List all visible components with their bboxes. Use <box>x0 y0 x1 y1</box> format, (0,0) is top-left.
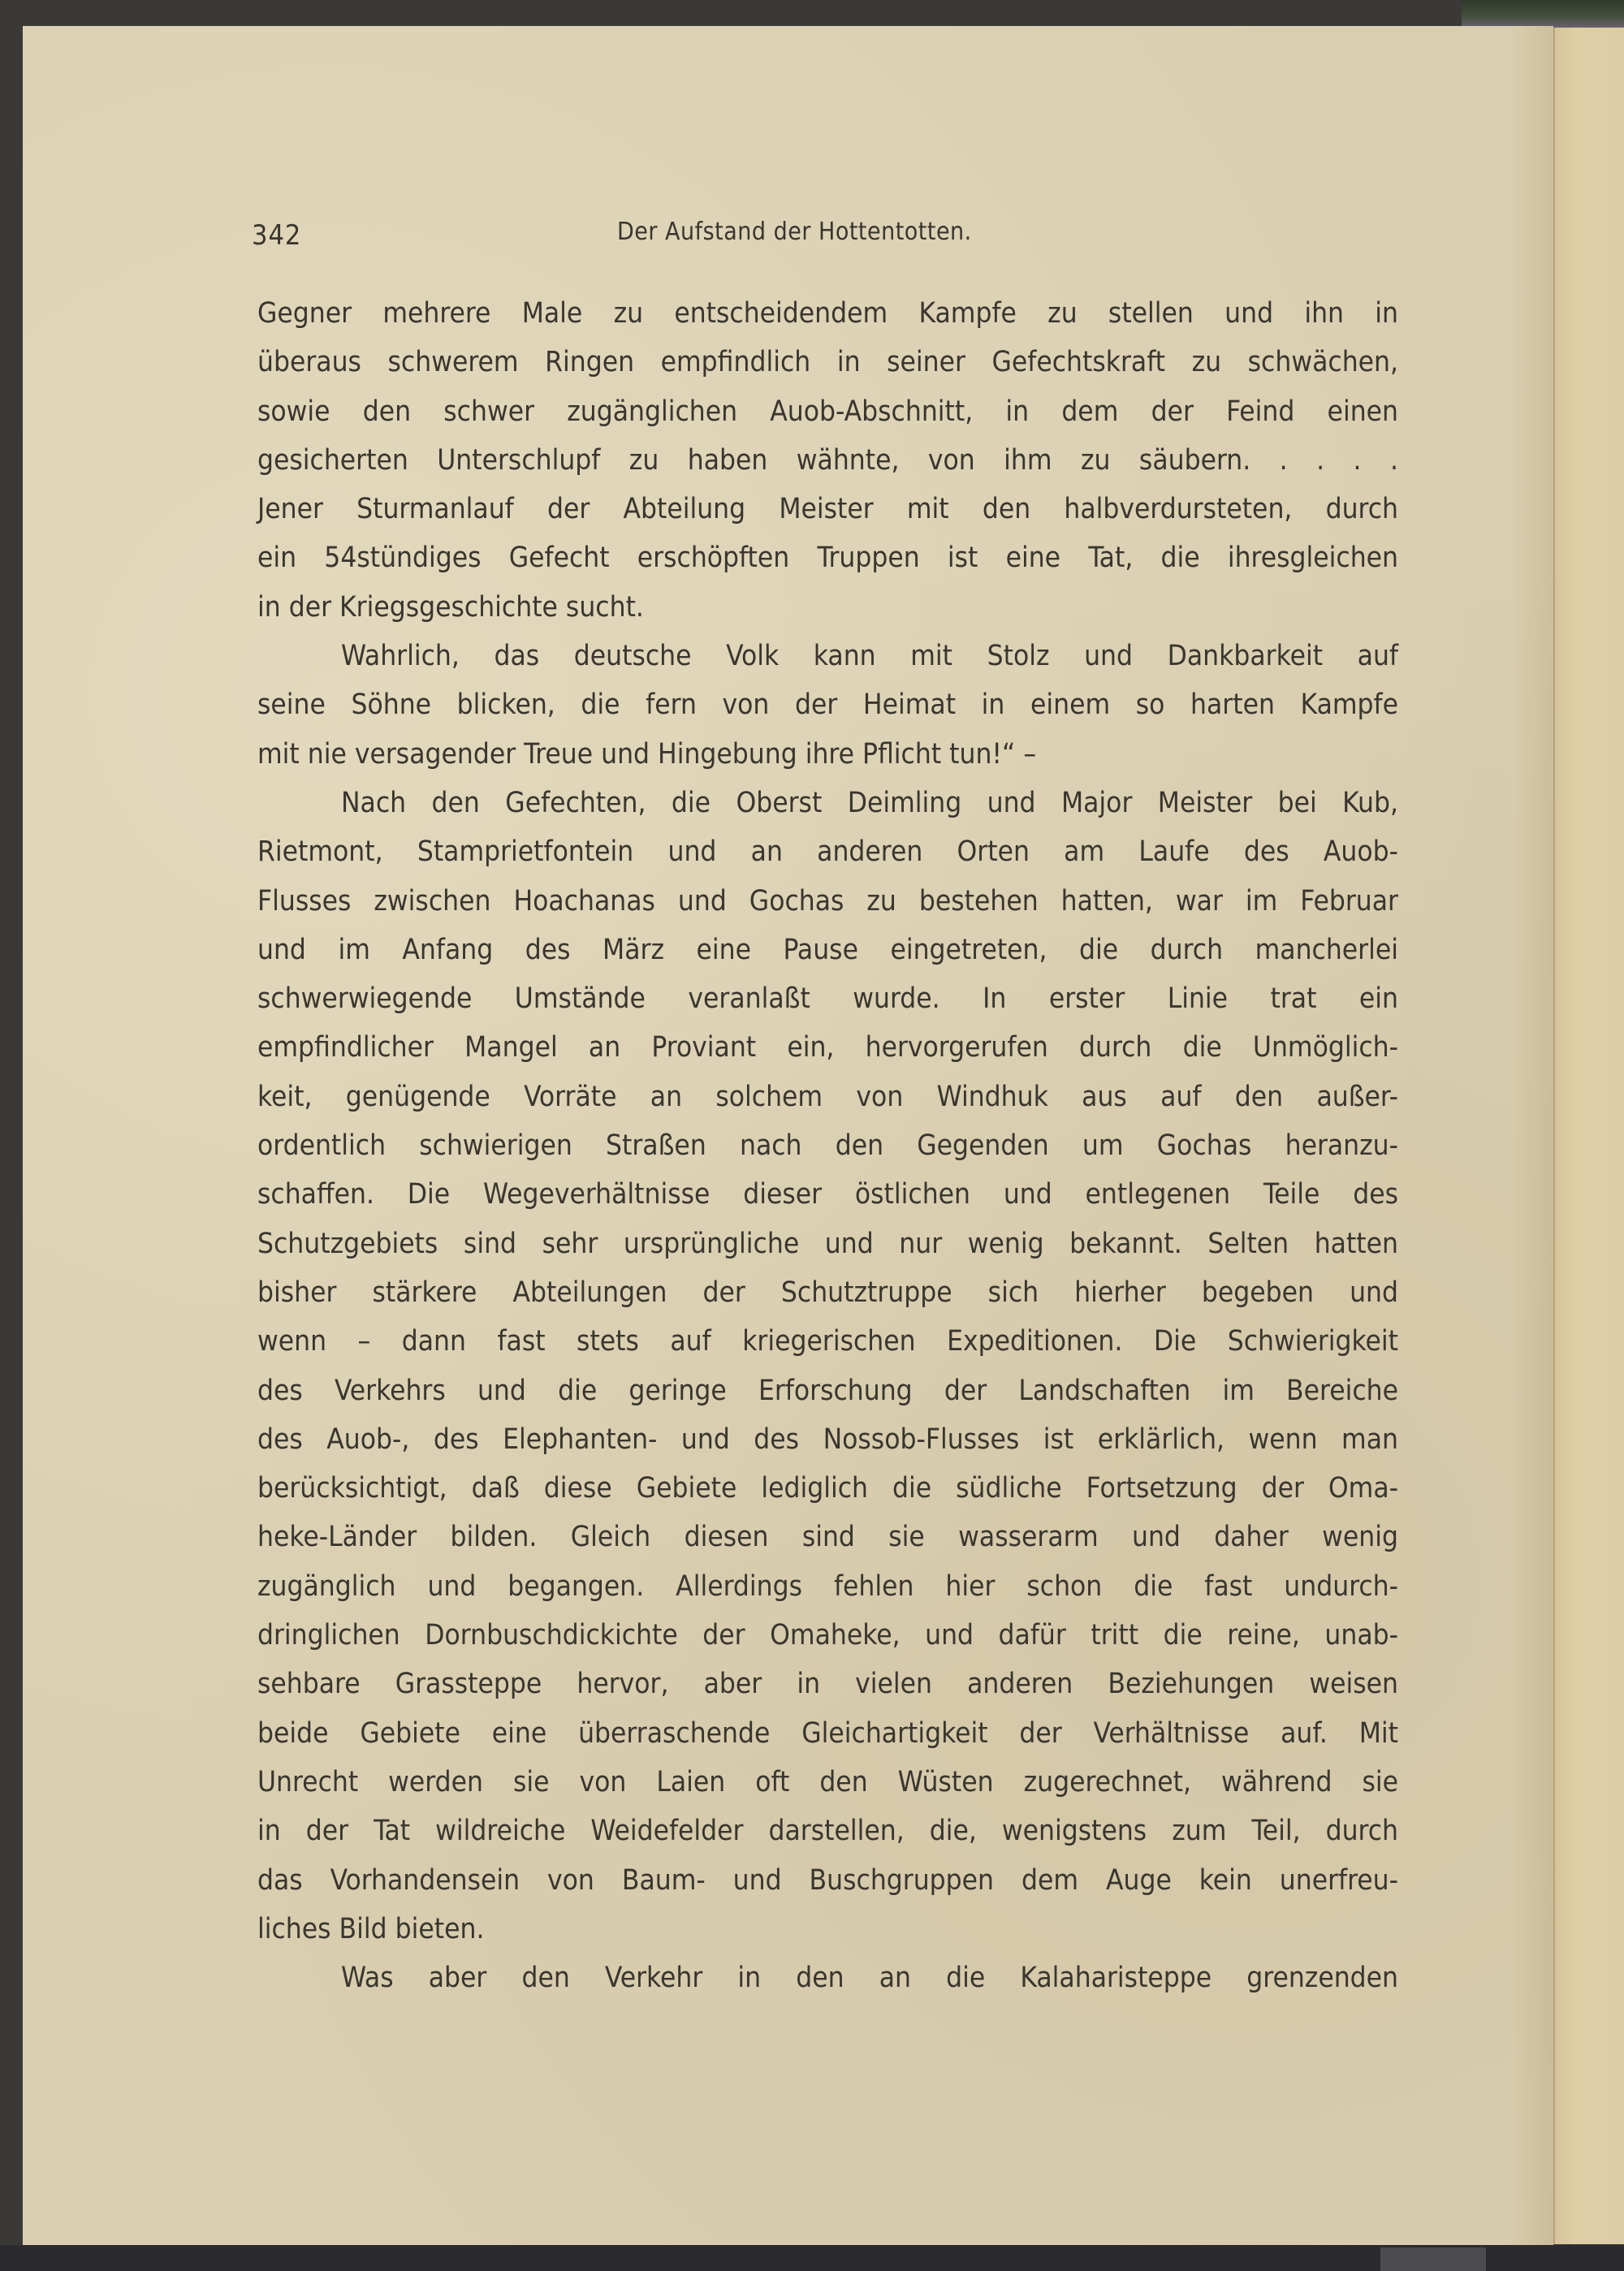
text-line: sehbare Grassteppe hervor, aber in vielen anderen Beziehungen weisen <box>257 1668 1398 1701</box>
text-line: mit nie versagender Treue und Hingebung ihre Pflicht tun!“ – <box>257 737 1037 771</box>
text-line: Rietmont, Stamprietfontein und an anderen Orten am Laufe des Auob- <box>257 835 1398 869</box>
text-line: in der Tat wildreiche Weidefelder darstellen, die, wenigstens zum Teil, durch <box>257 1815 1398 1848</box>
body-text <box>257 294 1398 2007</box>
text-line: heke-Länder bilden. Gleich diesen sind sie wasserarm und daher wenig <box>257 1521 1398 1554</box>
text-line: beide Gebiete eine überraschende Gleichartigkeit der Verhältnisse auf. Mit <box>257 1716 1398 1750</box>
book-cover-edge <box>1462 0 1624 28</box>
adjacent-page-edge <box>1553 28 1624 2244</box>
text-line: berücksichtigt, daß diese Gebiete lediglich die südliche Fortsetzung der Oma- <box>257 1472 1398 1505</box>
text-line: schwerwiegende Umstände veranlaßt wurde. In erster Linie trat ein <box>257 982 1398 1016</box>
text-line: zugänglich und begangen. Allerdings fehlen hier schon die fast undurch- <box>257 1569 1398 1603</box>
page-gutter-shadow <box>1510 26 1553 2247</box>
running-head: Der Aufstand der Hottentotten. <box>617 218 972 246</box>
text-line: Wahrlich, das deutsche Volk kann mit Stolz und Dankbarkeit auf <box>341 640 1398 673</box>
text-line: Unrecht werden sie von Laien oft den Wüsten zugerechnet, während sie <box>257 1765 1398 1798</box>
text-line: Schutzgebiets sind sehr ursprüngliche und nur wenig bekannt. Selten hatten <box>257 1227 1398 1260</box>
text-line: ein 54stündiges Gefecht erschöpften Truppen ist eine Tat, die ihresgleichen <box>257 542 1398 575</box>
text-line: Jener Sturmanlauf der Abteilung Meister mit den halbverdursteten, durch <box>257 493 1398 526</box>
text-line: liches Bild bieten. <box>257 1912 485 1945</box>
text-line: Gegner mehrere Male zu entscheidendem Kampfe zu stellen und ihn in <box>257 297 1398 330</box>
text-line: Was aber den Verkehr in den an die Kalaharisteppe grenzenden <box>341 1962 1398 1995</box>
text-line: und im Anfang des März eine Pause eingetreten, die durch mancherlei <box>257 933 1398 966</box>
text-line: dringlichen Dornbuschdickichte der Omaheke, und dafür tritt die reine, unab- <box>257 1619 1398 1652</box>
text-line: gesicherten Unterschlupf zu haben wähnte, von ihm zu säubern. . . . . <box>257 443 1398 477</box>
text-line: ordentlich schwierigen Straßen nach den Gegenden um Gochas heranzu- <box>257 1129 1398 1163</box>
text-line: Flusses zwischen Hoachanas und Gochas zu bestehen hatten, war im Februar <box>257 884 1398 917</box>
text-line: Nach den Gefechten, die Oberst Deimling und Major Meister bei Kub, <box>341 786 1398 819</box>
text-line: bisher stärkere Abteilungen der Schutztruppe sich hierher begeben und <box>257 1276 1398 1309</box>
text-line: des Auob-, des Elephanten- und des Nossob-Flusses ist erklärlich, wenn man <box>257 1423 1398 1456</box>
text-line: in der Kriegsgeschichte sucht. <box>257 590 644 624</box>
page-number: 342 <box>252 219 302 252</box>
text-line: des Verkehrs und die geringe Erforschung der Landschaften im Bereiche <box>257 1374 1398 1407</box>
text-line: schaffen. Die Wegeverhältnisse dieser östlichen und entlegenen Teile des <box>257 1178 1398 1211</box>
scan-bottom-block <box>1380 2247 1486 2271</box>
text-line: seine Söhne blicken, die fern von der Heimat in einem so harten Kampfe <box>257 689 1398 722</box>
text-line: keit, genügende Vorräte an solchem von Windhuk aus auf den außer- <box>257 1080 1398 1113</box>
text-line: das Vorhandensein von Baum- und Buschgruppen dem Auge kein unerfreu- <box>257 1863 1398 1897</box>
text-line: sowie den schwer zugänglichen Auob-Abschnitt, in dem der Feind einen <box>257 395 1398 428</box>
text-line: überaus schwerem Ringen empfindlich in seiner Gefechtskraft zu schwächen, <box>257 346 1398 379</box>
text-line: empfindlicher Mangel an Proviant ein, hervorgerufen durch die Unmöglich- <box>257 1031 1398 1064</box>
text-line: wenn – dann fast stets auf kriegerischen Expeditionen. Die Schwierigkeit <box>257 1325 1398 1358</box>
